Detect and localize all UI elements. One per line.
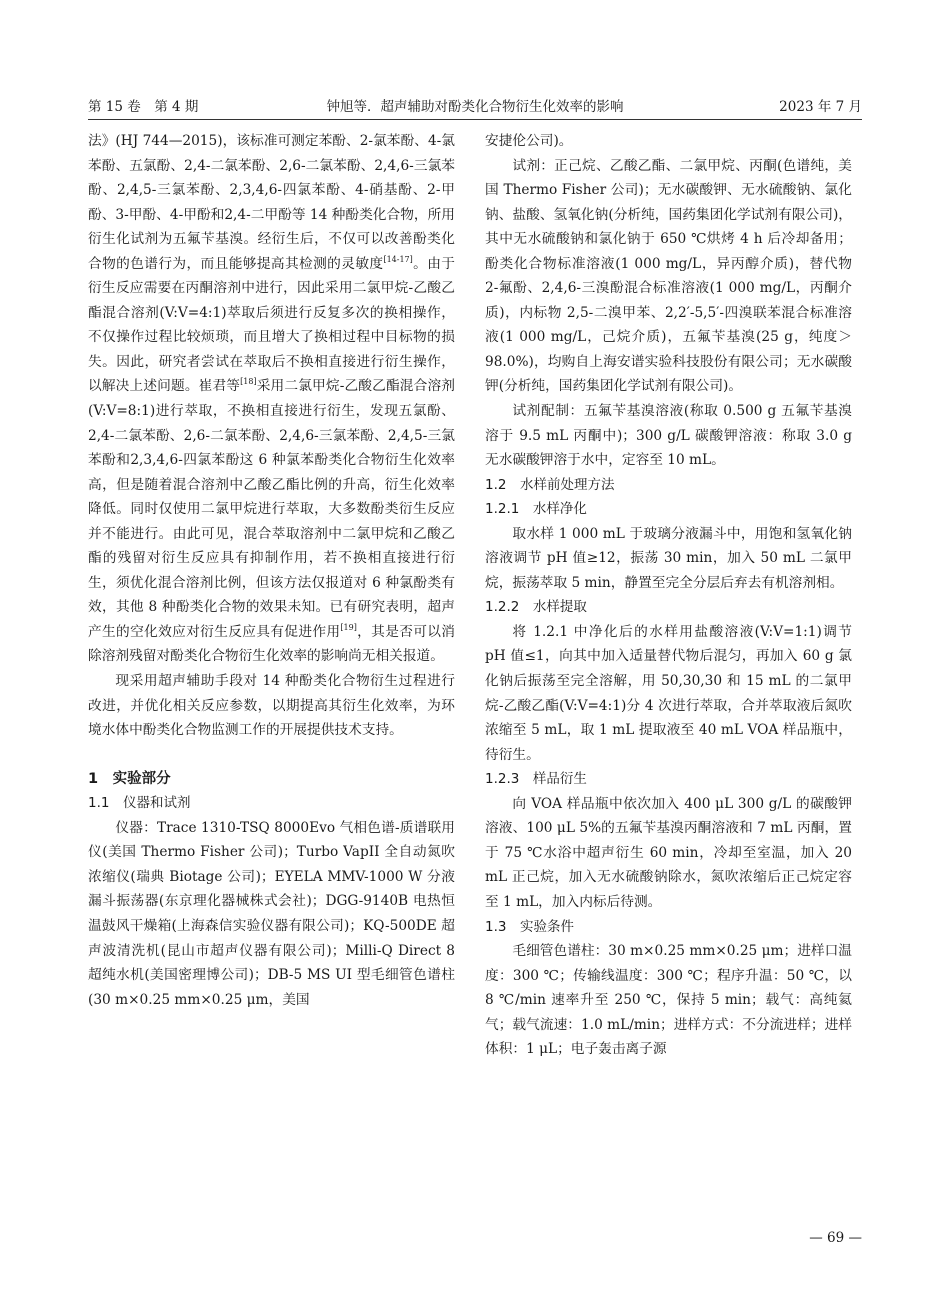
citation: [18] — [240, 377, 257, 387]
left-column — [88, 129, 455, 1012]
journal-volume: 第 15 卷 第 4 期 — [88, 99, 199, 115]
paragraph-derivatization: 向 VOA 样品瓶中依次加入 400 μL 300 g/L 的碳酸钾溶液、100 μL 5%的五氟苄基溴丙酮溶液和 7 mL 丙酮，置于 75 ℃水浴中超声衍生 60 min，冷却至室温，加入 20 mL 正己烷，加入无水硫酸钠除水，氮吹浓缩后正己烷定容至 1 mL，加入内标后待测。 — [485, 795, 852, 910]
paragraph-reagent-prep: 试剂配制：五氟苄基溴溶液(称取 0.500 g 五氟苄基溴溶于 9.5 mL 丙酮中)；300 g/L 碳酸钾溶液：称取 3.0 g 无水碳酸钾溶于水中，定容至 10 mL。 — [485, 403, 852, 469]
issue-date: 2023 年 7 月 — [779, 99, 862, 115]
paragraph-instruments-end: 安捷伦公司)。 — [485, 133, 573, 149]
header-rule — [88, 119, 862, 120]
right-column — [485, 129, 852, 1062]
subsection-heading-derivatization: 1.2.3 样品衍生 — [485, 771, 587, 788]
text-run: 采用二氯甲烷-乙酸乙酯混合溶剂(V:V=8:1)进行萃取，不换相直接进行衍生，发现五氯酚、2,4-二氯苯酚、2,6-二氯苯酚、2,4,6-三氯苯酚、2,4,5-三氯苯酚和2,3,4,6-四氯苯酚这 6 种氯苯酚类化合物衍生化效率高，但是随着混合溶剂中乙酸乙酯比例的升高，衍生化效率降低。同时仅使用二氯甲烷进行萃取，大多数酚类衍生反应并不能进行。由此可见，混合萃取溶剂中二氯甲烷和乙酸乙酯的残留对衍生反应具有抑制作用，若不换相直接进行衍生，须优化混合溶剂比例，但该方法仅报道对 6 种氯酚类有效，其他 8 种酚类化合物的效果未知。已有研究表明，超声产生的空化效应对衍生反应具有促进作用 — [88, 378, 455, 640]
subsection-heading-extraction: 1.2.2 水样提取 — [485, 599, 587, 616]
citation: [19] — [340, 622, 357, 632]
paragraph-instruments: 仪器：Trace 1310-TSQ 8000Evo 气相色谱-质谱联用仪(美国 Thermo Fisher 公司)；Turbo VapII 全自动氮吹浓缩仪(瑞典 Biotage 公司)；EYELA MMV-1000 W 分液漏斗振荡器(东京理化器械株式会社)；DGG-9140B 电热恒温鼓风干燥箱(上海森信实验仪器有限公司)；KQ-500DE 超声波清洗机(昆山市超声仪器有限公司)；Milli-Q Direct 8 超纯水机(美国密理博公司)；DB-5 MS UI 型毛细管色谱柱(30 m×0.25 mm×0.25 μm，美国 — [88, 819, 455, 1008]
subsection-heading-purification: 1.2.1 水样净化 — [485, 501, 587, 518]
paragraph-aim: 现采用超声辅助手段对 14 种酚类化合物衍生过程进行改进，并优化相关反应参数，以期提高其衍生化效率，为环境水体中酚类化合物监测工作的开展提供技术支持。 — [88, 673, 455, 739]
paragraph-extraction: 将 1.2.1 中净化后的水样用盐酸溶液(V:V=1:1)调节 pH 值≤1，向其中加入适量替代物后混匀，再加入 60 g 氯化钠后振荡至完全溶解，用 50,30,30 和 15 mL 的二氯甲烷-乙酸乙酯(V:V=4:1)分 4 次进行萃取，合并萃取液后氮吹浓缩至 5 mL，取 1 mL 提取液至 40 mL VOA 样品瓶中，待衍生。 — [485, 623, 852, 763]
citation: [14-17] — [383, 254, 413, 264]
subsection-heading-conditions: 1.3 实验条件 — [485, 918, 574, 935]
article-running-title: 钟旭等．超声辅助对酚类化合物衍生化效率的影响 — [326, 99, 624, 115]
section-heading-experimental: 1 实验部分 — [88, 770, 171, 787]
text-run: ，其是否可以消除溶剂残留对酚类化合物衍生化效率的影响尚无相关报道。 — [88, 623, 455, 665]
page-number: — 69 — — [809, 1230, 862, 1246]
paragraph-purification: 取水样 1 000 mL 于玻璃分液漏斗中，用饱和氢氧化钠溶液调节 pH 值≥12，振荡 30 min，加入 50 mL 二氯甲烷，振荡萃取 5 min，静置至完全分层后弃去有机溶剂相。 — [485, 525, 852, 591]
paragraph-reagents: 试剂：正己烷、乙酸乙酯、二氯甲烷、丙酮(色谱纯，美国 Thermo Fisher 公司)；无水碳酸钾、无水硫酸钠、氯化钠、盐酸、氢氧化钠(分析纯，国药集团化学试剂有限公司)，其中无水硫酸钠和氯化钠于 650 ℃烘烤 4 h 后冷却备用；酚类化合物标准溶液(1 000 mg/L，异丙醇介质)，替代物 2-氟酚、2,4,6-三溴酚混合标准溶液(1 000 mg/L，丙酮介质)，内标物 2,5-二溴甲苯、2,2′-5,5′-四溴联苯混合标准溶液(1 000 mg/L，己烷介质)，五氟苄基溴(25 g，纯度＞98.0%)，均购自上海安谱实验科技股份有限公司；无水碳酸钾(分析纯，国药集团化学试剂有限公司)。 — [485, 157, 852, 395]
text-run: 法》(HJ 744—2015)，该标准可测定苯酚、2-氯苯酚、4-氯苯酚、五氯酚、2,4-二氯苯酚、2,6-二氯苯酚、2,4,6-三氯苯酚、2,4,5-三氯苯酚、2,3,4,6-四氯苯酚、4-硝基酚、2-甲酚、3-甲酚、4-甲酚和2,4-二甲酚等 14 种酚类化合物，所用衍生化试剂为五氟苄基溴。经衍生后，不仅可以改善酚类化合物的色谱行为，而且能够提高其检测的灵敏度 — [88, 133, 455, 272]
text-run: 。由于衍生反应需要在丙酮溶剂中进行，因此采用二氯甲烷-乙酸乙酯混合溶剂(V:V=4:1)萃取后须进行反复多次的换相操作，不仅操作过程比较烦琐，而且增大了换相过程中目标物的损失。因此，研究者尝试在萃取后不换相直接进行衍生操作，以解决上述问题。崔君等 — [88, 255, 455, 395]
running-header — [88, 95, 862, 115]
subsection-heading-instruments: 1.1 仪器和试剂 — [88, 795, 191, 812]
subsection-heading-pretreatment: 1.2 水样前处理方法 — [485, 476, 615, 493]
paragraph-intro-continued — [88, 129, 455, 669]
paragraph-conditions: 毛细管色谱柱：30 m×0.25 mm×0.25 μm；进样口温度：300 ℃；传输线温度：300 ℃；程序升温：50 ℃，以 8 ℃/min 速率升至 250 ℃，保持 5 min；载气：高纯氦气；载气流速：1.0 mL/min；进样方式：不分流进样；进样体积：1 μL；电子轰击离子源 — [485, 943, 853, 1058]
